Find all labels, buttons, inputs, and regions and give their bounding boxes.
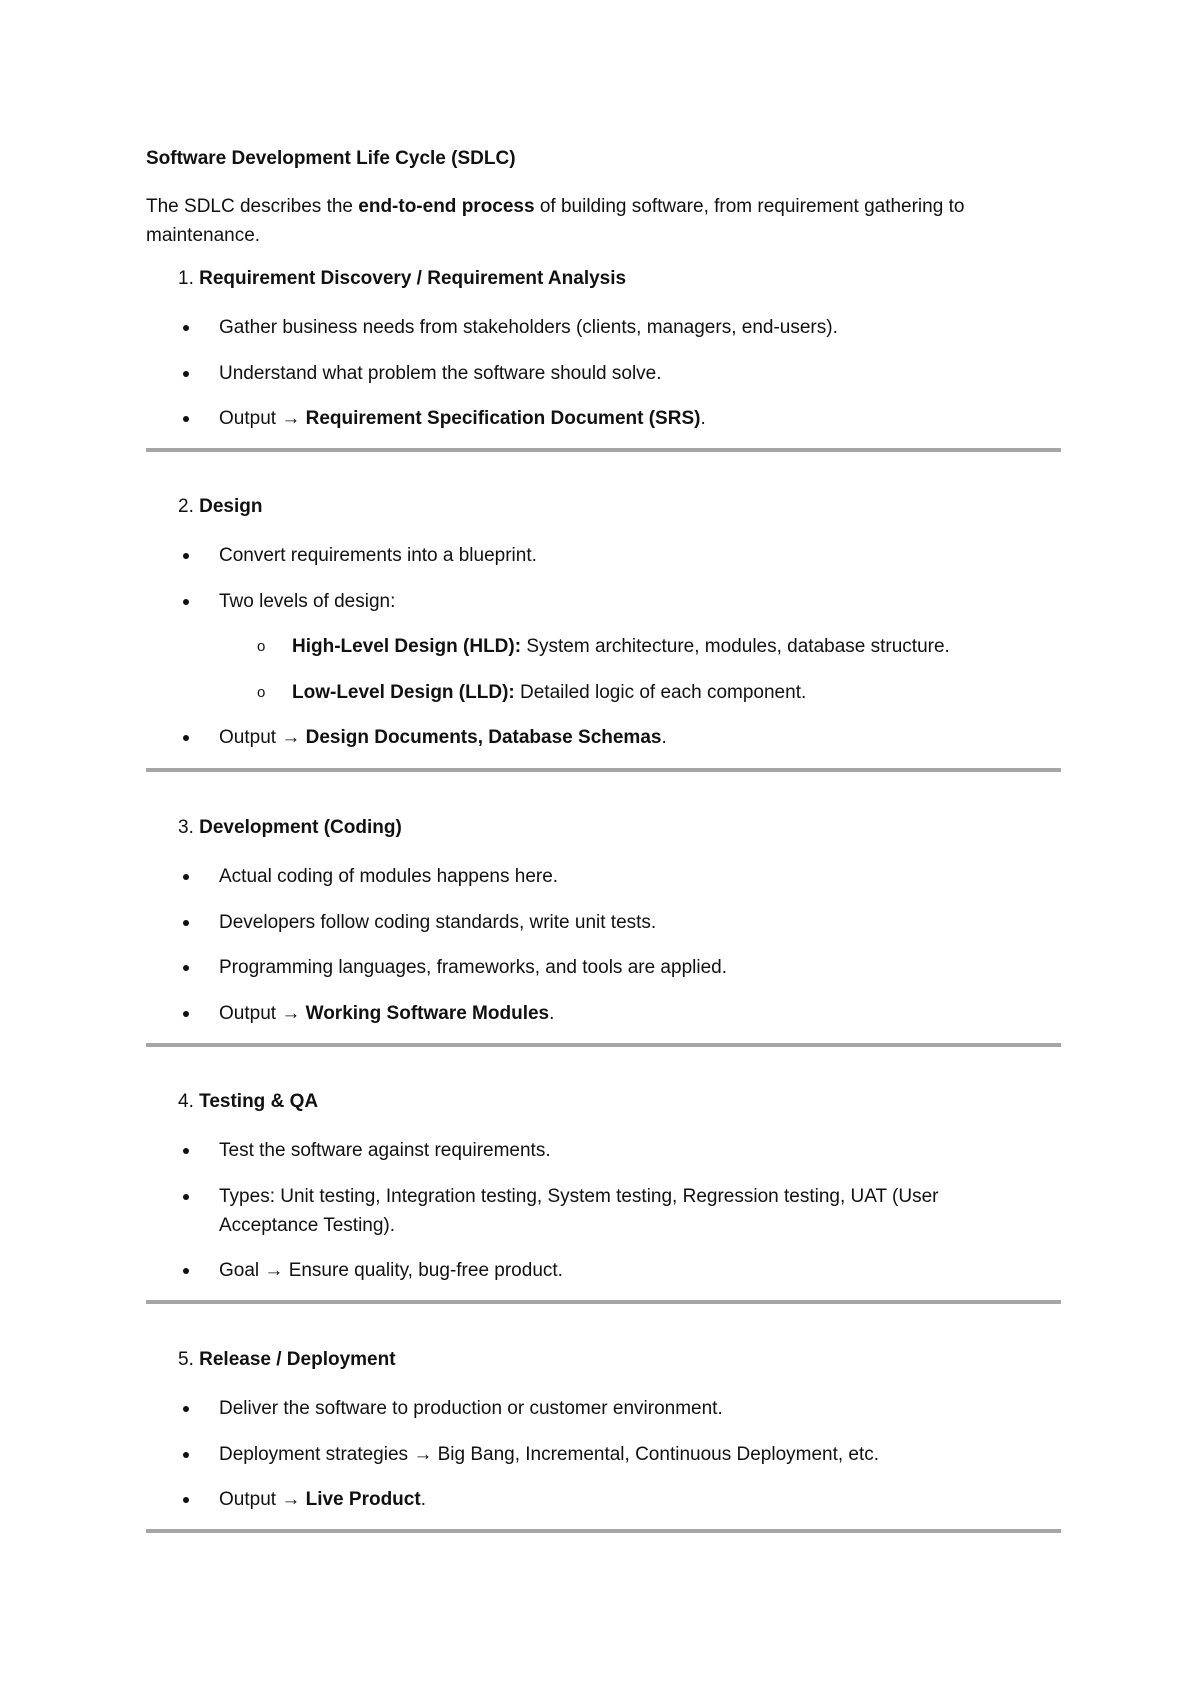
bullet-icon xyxy=(183,735,189,741)
section-number: 4. xyxy=(178,1091,194,1112)
list-item-text: Convert requirements into a blueprint. xyxy=(219,545,537,566)
section-number: 2. xyxy=(178,496,194,517)
list-item-text: Gather business needs from stakeholders (clients, managers, end-users). xyxy=(219,317,838,338)
section-number: 3. xyxy=(178,817,194,838)
list-item-text: Goal → Ensure quality, bug-free product. xyxy=(219,1260,563,1281)
section-title: Development (Coding) xyxy=(199,817,402,838)
document-title: Software Development Life Cycle (SDLC) xyxy=(146,148,516,169)
intro-paragraph xyxy=(146,192,1046,250)
sub-list-item-text: Low-Level Design (LLD): Detailed logic of each component. xyxy=(292,682,807,703)
list-item-text: Types: Unit testing, Integration testing, System testing, Regression testing, UAT (User Acceptance Testing). xyxy=(219,1186,939,1236)
section-heading xyxy=(178,496,263,518)
section-divider xyxy=(146,1529,1061,1533)
bullet-icon xyxy=(183,553,189,559)
bullet-icon xyxy=(183,1148,189,1154)
section-heading xyxy=(178,817,402,839)
list-item-text: Test the software against requirements. xyxy=(219,1140,551,1161)
section-divider xyxy=(146,1043,1061,1047)
bullet-icon xyxy=(183,1406,189,1412)
list-item-text: Deployment strategies → Big Bang, Incremental, Continuous Deployment, etc. xyxy=(219,1444,880,1465)
bullet-icon xyxy=(183,1194,189,1200)
list-item-text: Output → Requirement Specification Document (SRS). xyxy=(219,408,706,429)
section-heading xyxy=(178,1091,318,1113)
bullet-icon xyxy=(183,1011,189,1017)
list-item-text: Output → Working Software Modules. xyxy=(219,1003,555,1024)
list-item-text: Developers follow coding standards, write unit tests. xyxy=(219,912,657,933)
section-number: 1. xyxy=(178,268,194,289)
bullet-icon xyxy=(183,874,189,880)
section-divider xyxy=(146,768,1061,772)
sub-bullet-marker: o xyxy=(257,684,266,701)
bullet-icon xyxy=(183,965,189,971)
section-heading xyxy=(178,268,626,290)
section-heading xyxy=(178,1349,396,1371)
intro-text-end: of building software, from requirement gathering to maintenance. xyxy=(146,196,965,246)
list-item-text: Understand what problem the software should solve. xyxy=(219,363,662,384)
list-item-text: Output → Design Documents, Database Schemas. xyxy=(219,727,667,748)
bullet-icon xyxy=(183,371,189,377)
bullet-icon xyxy=(183,1268,189,1274)
list-item-text: Deliver the software to production or customer environment. xyxy=(219,1398,723,1419)
section-divider xyxy=(146,1300,1061,1304)
bullet-icon xyxy=(183,599,189,605)
sub-list-item-text: High-Level Design (HLD): System architecture, modules, database structure. xyxy=(292,636,950,657)
bullet-icon xyxy=(183,1452,189,1458)
section-title: Testing & QA xyxy=(199,1091,319,1112)
section-number: 5. xyxy=(178,1349,194,1370)
bullet-icon xyxy=(183,416,189,422)
sub-bullet-marker: o xyxy=(257,638,266,655)
section-divider xyxy=(146,448,1061,452)
list-item-text: Actual coding of modules happens here. xyxy=(219,866,559,887)
bullet-icon xyxy=(183,920,189,926)
bullet-icon xyxy=(183,1497,189,1503)
list-item-text: Programming languages, frameworks, and tools are applied. xyxy=(219,957,727,978)
section-title: Requirement Discovery / Requirement Analysis xyxy=(199,268,627,289)
list-item-text: Output → Live Product. xyxy=(219,1489,426,1510)
section-title: Release / Deployment xyxy=(199,1349,396,1370)
list-item-text: Two levels of design: xyxy=(219,591,396,612)
intro-bold: end-to-end process xyxy=(358,196,535,217)
section-title: Design xyxy=(199,496,263,517)
bullet-icon xyxy=(183,325,189,331)
intro-text: The SDLC describes the xyxy=(146,196,359,217)
